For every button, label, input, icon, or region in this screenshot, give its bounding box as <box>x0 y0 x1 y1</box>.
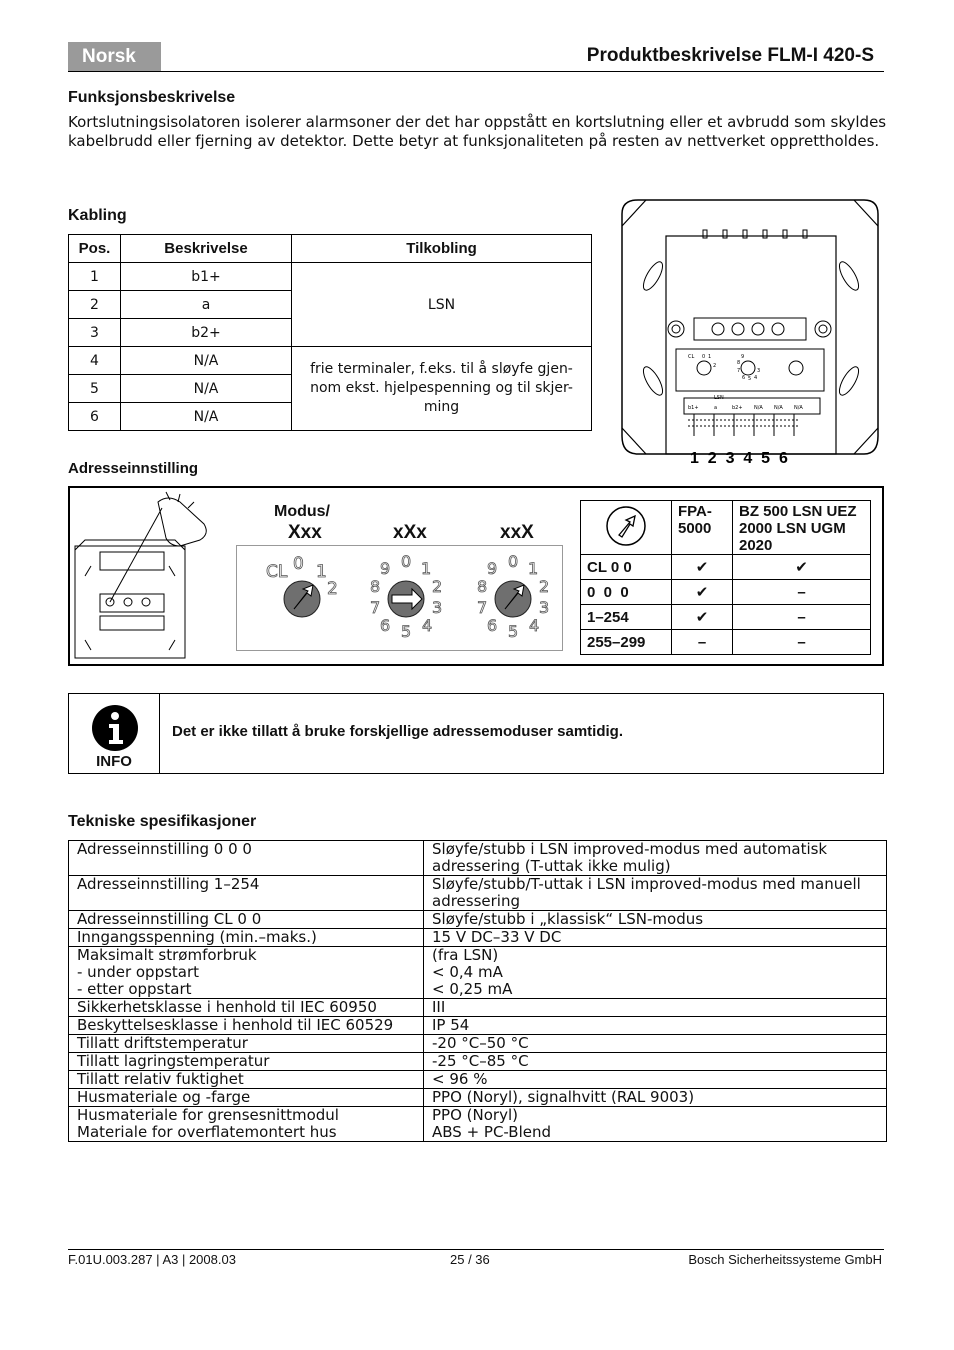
spec-value: Sløyfe/stubb i „klassisk“ LSN-modus <box>424 911 887 929</box>
fpa-cell: ✔ <box>672 580 733 605</box>
dial3-digit: 4 <box>529 616 540 635</box>
dial2-digit: 7 <box>370 598 381 617</box>
compatibility-table <box>580 500 871 655</box>
spec-key: Beskyttelsesklasse i henhold til IEC 60529 <box>69 1017 424 1035</box>
dial3-digit: 5 <box>508 622 519 641</box>
info-text: Det er ikke tillatt å bruke forskjellige adressemoduser samtidig. <box>172 723 624 740</box>
switch-label: 6 <box>742 375 746 381</box>
dial3-digit: 6 <box>487 616 498 635</box>
bz-cell: – <box>733 605 871 630</box>
page-title: Produktbeskrivelse FLM-I 420-S <box>586 45 874 66</box>
rotary-dial-icon <box>605 505 647 547</box>
dial3-digit: 2 <box>539 577 550 596</box>
mode-cell: 0 0 0 <box>581 580 672 605</box>
terminal-numbers: 1 2 3 4 5 6 <box>690 450 788 467</box>
spec-key: Husmateriale for grensesnittmodul Materiale for overflatemontert hus <box>69 1107 424 1142</box>
table-row <box>69 1017 887 1035</box>
dial2-digit: 4 <box>422 616 433 635</box>
spec-key: Maksimalt strømforbruk - under oppstart - etter oppstart <box>69 947 424 999</box>
table-row <box>69 876 887 911</box>
dial2-digit: 1 <box>421 559 432 578</box>
spec-value: PPO (Noryl), signalhvitt (RAL 9003) <box>424 1089 887 1107</box>
table-row <box>581 630 871 655</box>
spec-value: -25 °C–85 °C <box>424 1053 887 1071</box>
header-rule <box>68 71 884 72</box>
dial1-label: 1 <box>316 562 327 582</box>
dial1-label: 2 <box>327 579 338 599</box>
spec-key: Sikkerhetsklasse i henhold til IEC 60950 <box>69 999 424 1017</box>
spec-value: 15 V DC–33 V DC <box>424 929 887 947</box>
dial2-digit: 2 <box>432 577 443 596</box>
table-row <box>69 1053 887 1071</box>
table-header-row <box>69 235 592 263</box>
bz-cell: – <box>733 630 871 655</box>
spec-value: PPO (Noryl) ABS + PC-Blend <box>424 1107 887 1142</box>
fpa-cell: – <box>672 630 733 655</box>
dial3-digit: 9 <box>487 559 498 578</box>
specs-heading: Tekniske spesifikasjoner <box>68 813 257 830</box>
switch-label: CL <box>688 354 695 360</box>
spec-value: Sløyfe/stubb/T-uttak i LSN improved-modus med manuell adressering <box>424 876 887 911</box>
specs-table <box>68 840 887 1142</box>
switch-label: 4 <box>754 375 758 381</box>
table-row <box>69 1089 887 1107</box>
terminal-label: a <box>714 405 718 411</box>
desc-cell: b1+ <box>121 263 292 291</box>
desc-cell: N/A <box>121 403 292 431</box>
desc-cell: N/A <box>121 375 292 403</box>
pos-cell: 1 <box>69 263 121 291</box>
dial-icon-cell <box>581 501 672 555</box>
table-row <box>581 605 871 630</box>
dial3-digit: 7 <box>477 598 488 617</box>
mode-col-3: xxX <box>500 522 534 543</box>
bz-cell: ✔ <box>733 555 871 580</box>
switch-label: 0 <box>702 354 706 360</box>
spec-key: Tillatt lagringstemperatur <box>69 1053 424 1071</box>
dial2-digit: 5 <box>401 622 412 641</box>
dial2-digit: 3 <box>432 598 443 617</box>
switch-label: 8 <box>737 360 741 366</box>
spec-key: Tillatt relativ fuktighet <box>69 1071 424 1089</box>
column-header: Pos. <box>69 235 121 263</box>
terminal-label: N/A <box>774 405 783 411</box>
footer-page-number: 25 / 36 <box>450 1252 490 1267</box>
table-row <box>581 580 871 605</box>
table-row <box>69 929 887 947</box>
switch-label: 3 <box>757 368 761 374</box>
table-row <box>69 999 887 1017</box>
table-row <box>69 263 592 291</box>
cabling-table <box>68 234 592 431</box>
desc-cell: a <box>121 291 292 319</box>
table-row <box>581 555 871 580</box>
dial2-digit: 9 <box>380 559 391 578</box>
mode-cell: CL 0 0 <box>581 555 672 580</box>
info-icon <box>91 704 139 752</box>
dial3-digit: 0 <box>508 552 519 571</box>
dial1-label: CL <box>266 562 288 582</box>
table-row <box>69 911 887 929</box>
footer-rule <box>68 1249 884 1250</box>
function-heading: Funksjonsbeskrivelse <box>68 89 236 106</box>
rotary-switches <box>236 545 563 651</box>
spec-key: Husmateriale og -farge <box>69 1089 424 1107</box>
footer-doc-id: F.01U.003.287 | A3 | 2008.03 <box>68 1252 236 1267</box>
connection-cell: frie terminaler, f.eks. til å sløyfe gjen-nom ekst. hjelpespenning og til skjer-ming <box>292 347 592 431</box>
table-row <box>69 1107 887 1142</box>
spec-value: III <box>424 999 887 1017</box>
spec-value: Sløyfe/stubb i LSN improved-modus med automatisk adressering (T-uttak ikke mulig) <box>424 841 887 876</box>
dial1-label: 0 <box>293 554 304 574</box>
dial3-digit: 8 <box>477 577 488 596</box>
mode-cell: 255–299 <box>581 630 672 655</box>
bz-cell: – <box>733 580 871 605</box>
dial2-digit: 6 <box>380 616 391 635</box>
info-box <box>68 693 884 774</box>
column-header: FPA-5000 <box>672 501 733 555</box>
pos-cell: 3 <box>69 319 121 347</box>
spec-value: -20 °C–50 °C <box>424 1035 887 1053</box>
dial2-digit: 8 <box>370 577 381 596</box>
cabling-heading: Kabling <box>68 207 127 224</box>
function-text: Kortslutningsisolatoren isolerer alarmsoner der det har oppstått en kortslutning eller et avbrudd som skyldes kabelbrudd eller fjerning av detektor. Dette betyr at funksjonaliteten på resten av nettverket opprettholdes. <box>68 113 887 150</box>
table-row <box>69 1071 887 1089</box>
pos-cell: 4 <box>69 347 121 375</box>
terminal-label: N/A <box>754 405 763 411</box>
table-row <box>69 841 887 876</box>
terminal-label: N/A <box>794 405 803 411</box>
spec-key: Adresseinnstilling 0 0 0 <box>69 841 424 876</box>
spec-value: < 96 % <box>424 1071 887 1089</box>
pos-cell: 2 <box>69 291 121 319</box>
modus-label: Modus/ <box>274 503 330 520</box>
fpa-cell: ✔ <box>672 605 733 630</box>
desc-cell: b2+ <box>121 319 292 347</box>
column-header: Beskrivelse <box>121 235 292 263</box>
lsn-label: LSN <box>714 395 724 401</box>
address-heading: Adresseinnstilling <box>68 460 199 477</box>
fpa-cell: ✔ <box>672 555 733 580</box>
spec-value: IP 54 <box>424 1017 887 1035</box>
switch-label: 7 <box>737 368 741 374</box>
pos-cell: 6 <box>69 403 121 431</box>
table-row <box>69 1035 887 1053</box>
module-diagram <box>618 196 884 468</box>
column-header: Tilkobling <box>292 235 592 263</box>
footer-company: Bosch Sicherheitssysteme GmbH <box>688 1252 882 1267</box>
spec-key: Adresseinnstilling CL 0 0 <box>69 911 424 929</box>
mode-cell: 1–254 <box>581 605 672 630</box>
connection-cell: LSN <box>292 263 592 347</box>
spec-key: Tillatt driftstemperatur <box>69 1035 424 1053</box>
spec-key: Inngangsspenning (min.–maks.) <box>69 929 424 947</box>
dial2-digit: 0 <box>401 552 412 571</box>
terminal-label: b1+ <box>688 405 699 411</box>
terminal-label: b2+ <box>732 405 743 411</box>
switch-label: 9 <box>741 354 745 360</box>
language-tab: Norsk <box>68 42 161 71</box>
pos-cell: 5 <box>69 375 121 403</box>
spec-value: (fra LSN) < 0,4 mA < 0,25 mA <box>424 947 887 999</box>
mode-col-2: xXx <box>393 522 427 543</box>
table-row <box>69 947 887 999</box>
switch-label: 5 <box>748 376 752 382</box>
dial3-digit: 1 <box>528 559 539 578</box>
dial3-digit: 3 <box>539 598 550 617</box>
spec-key: Adresseinnstilling 1–254 <box>69 876 424 911</box>
mode-col-1: Xxx <box>288 522 322 543</box>
table-header-row <box>581 501 871 555</box>
info-label: INFO <box>96 753 132 770</box>
table-row <box>69 347 592 375</box>
switch-label: 1 <box>708 354 712 360</box>
desc-cell: N/A <box>121 347 292 375</box>
switch-label: 2 <box>713 363 717 369</box>
column-header: BZ 500 LSN UEZ 2000 LSN UGM 2020 <box>733 501 871 555</box>
info-icon-panel <box>69 694 160 773</box>
addressing-illustration <box>70 490 220 662</box>
